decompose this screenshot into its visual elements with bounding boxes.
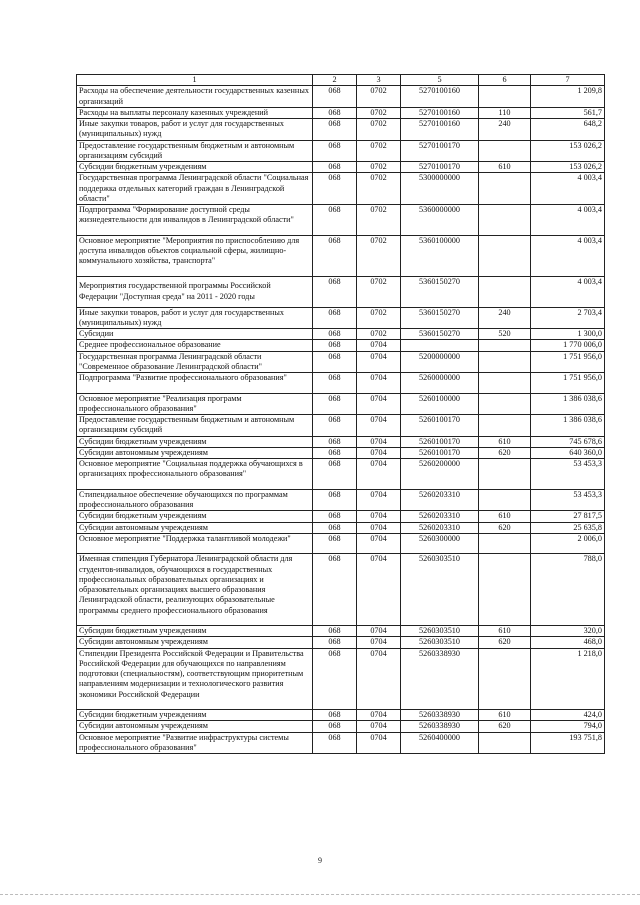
cell-admin-code: 068 (313, 393, 357, 415)
cell-admin-code: 068 (313, 373, 357, 394)
cell-amount: 640 360,0 (531, 447, 605, 458)
cell-amount: 1 386 038,6 (531, 415, 605, 437)
cell-target-article: 5360150270 (401, 276, 479, 307)
table-row (77, 489, 605, 511)
cell-target-article: 5260100170 (401, 436, 479, 447)
cell-amount: 153 026,2 (531, 162, 605, 173)
table-row (77, 340, 605, 351)
cell-section-code: 0702 (357, 119, 401, 141)
cell-amount: 27 817,5 (531, 511, 605, 522)
cell-name: Субсидии бюджетным учреждениям (77, 162, 313, 173)
table-row (77, 436, 605, 447)
cell-expense-type: 610 (479, 626, 531, 637)
cell-section-code: 0704 (357, 511, 401, 522)
cell-section-code: 0704 (357, 393, 401, 415)
cell-target-article: 5360150270 (401, 329, 479, 340)
cell-section-code: 0704 (357, 626, 401, 637)
cell-expense-type: 610 (479, 436, 531, 447)
cell-name: Основное мероприятие "Реализация программ профессионального образования" (77, 393, 313, 415)
cell-section-code: 0704 (357, 447, 401, 458)
table-row (77, 533, 605, 554)
cell-expense-type: 620 (479, 447, 531, 458)
cell-target-article: 5260200000 (401, 459, 479, 490)
cell-admin-code: 068 (313, 721, 357, 732)
cell-name: Субсидии (77, 329, 313, 340)
cell-amount: 153 026,2 (531, 140, 605, 162)
cell-section-code: 0704 (357, 340, 401, 351)
cell-admin-code: 068 (313, 489, 357, 511)
cell-expense-type (479, 86, 531, 108)
cell-name: Мероприятия государственной программы Российской Федерации "Доступная среда" на 2011 - 2020 годы (77, 276, 313, 307)
cell-name: Предоставление государственным бюджетным и автономным организациям субсидий (77, 415, 313, 437)
budget-table (76, 74, 605, 754)
cell-name: Стипендии Президента Российской Федерации и Правительства Российской Федерации для обучающихся по направлениям подготовки (специальностям), соответствующим приоритетным направлениям модернизации и технологического развития экономики Российской Федерации (77, 648, 313, 710)
table-row (77, 511, 605, 522)
table-row (77, 329, 605, 340)
table-row (77, 415, 605, 437)
cell-admin-code: 068 (313, 459, 357, 490)
cell-section-code: 0704 (357, 415, 401, 437)
table-row (77, 162, 605, 173)
table-row (77, 173, 605, 205)
cell-expense-type: 240 (479, 307, 531, 329)
cell-section-code: 0702 (357, 107, 401, 118)
cell-target-article: 5260203310 (401, 511, 479, 522)
cell-expense-type: 610 (479, 710, 531, 721)
cell-name: Государственная программа Ленинградской области "Современное образование Ленинградской области" (77, 351, 313, 373)
cell-section-code: 0704 (357, 533, 401, 554)
cell-section-code: 0704 (357, 351, 401, 373)
table-row (77, 637, 605, 648)
cell-expense-type: 240 (479, 119, 531, 141)
cell-amount: 4 003,4 (531, 205, 605, 236)
cell-amount: 745 678,6 (531, 436, 605, 447)
cell-expense-type (479, 489, 531, 511)
cell-amount: 1 751 956,0 (531, 373, 605, 394)
cell-admin-code: 068 (313, 533, 357, 554)
cell-section-code: 0704 (357, 710, 401, 721)
cell-admin-code: 068 (313, 415, 357, 437)
cell-name: Субсидии автономным учреждениям (77, 637, 313, 648)
cell-amount: 193 751,8 (531, 732, 605, 754)
col-header-1: 1 (77, 75, 313, 86)
cell-section-code: 0704 (357, 648, 401, 710)
cell-admin-code: 068 (313, 162, 357, 173)
table-row (77, 140, 605, 162)
cell-section-code: 0702 (357, 276, 401, 307)
cell-admin-code: 068 (313, 626, 357, 637)
cell-section-code: 0702 (357, 205, 401, 236)
cell-target-article: 5270100170 (401, 162, 479, 173)
cell-section-code: 0704 (357, 373, 401, 394)
cell-target-article: 5260338930 (401, 721, 479, 732)
cell-section-code: 0702 (357, 173, 401, 205)
cell-target-article: 5260338930 (401, 648, 479, 710)
cell-expense-type: 620 (479, 721, 531, 732)
cell-name: Именная стипендия Губернатора Ленинградской области для студентов-инвалидов, обучающихся в государственных профессиональных образовательных организациях и образовательных организациях высшего образования Ленинградской области, реализующих образовательные программы среднего профессионального образования (77, 554, 313, 626)
table-row (77, 235, 605, 276)
cell-target-article: 5270100160 (401, 107, 479, 118)
cell-target-article: 5270100160 (401, 119, 479, 141)
cell-target-article: 5260203310 (401, 489, 479, 511)
table-row (77, 205, 605, 236)
cell-expense-type (479, 533, 531, 554)
cell-admin-code: 068 (313, 119, 357, 141)
cell-expense-type (479, 173, 531, 205)
cell-amount: 1 751 956,0 (531, 351, 605, 373)
cell-name: Субсидии бюджетным учреждениям (77, 436, 313, 447)
cell-section-code: 0702 (357, 329, 401, 340)
cell-admin-code: 068 (313, 276, 357, 307)
cell-amount: 4 003,4 (531, 235, 605, 276)
cell-expense-type: 610 (479, 511, 531, 522)
col-header-7: 7 (531, 75, 605, 86)
cell-target-article: 5260300000 (401, 533, 479, 554)
cell-name: Субсидии автономным учреждениям (77, 721, 313, 732)
cell-section-code: 0702 (357, 162, 401, 173)
table-row (77, 522, 605, 533)
table-row (77, 459, 605, 490)
cell-name: Субсидии автономным учреждениям (77, 447, 313, 458)
cell-target-article: 5260338930 (401, 710, 479, 721)
cell-amount: 1 300,0 (531, 329, 605, 340)
cell-amount: 320,0 (531, 626, 605, 637)
table-row (77, 107, 605, 118)
cell-amount: 788,0 (531, 554, 605, 626)
cell-admin-code: 068 (313, 307, 357, 329)
cell-expense-type (479, 205, 531, 236)
cell-target-article: 5270100170 (401, 140, 479, 162)
cell-target-article: 5260100000 (401, 393, 479, 415)
cell-admin-code: 068 (313, 648, 357, 710)
table-body (77, 86, 605, 754)
cell-amount: 1 218,0 (531, 648, 605, 710)
cell-target-article: 5260400000 (401, 732, 479, 754)
cell-amount: 2 006,0 (531, 533, 605, 554)
table-row (77, 554, 605, 626)
cell-admin-code: 068 (313, 447, 357, 458)
col-header-5: 5 (401, 75, 479, 86)
cell-amount: 25 635,8 (531, 522, 605, 533)
cell-expense-type: 110 (479, 107, 531, 118)
cell-name: Подпрограмма "Формирование доступной среды жизнедеятельности для инвалидов в Ленинградской области" (77, 205, 313, 236)
cell-amount: 561,7 (531, 107, 605, 118)
cell-admin-code: 068 (313, 710, 357, 721)
cell-name: Расходы на обеспечение деятельности государственных казенных организаций (77, 86, 313, 108)
cell-section-code: 0702 (357, 86, 401, 108)
cell-expense-type (479, 340, 531, 351)
cell-amount: 4 003,4 (531, 276, 605, 307)
cell-amount: 424,0 (531, 710, 605, 721)
cell-expense-type: 610 (479, 162, 531, 173)
cell-amount: 468,0 (531, 637, 605, 648)
table-row (77, 447, 605, 458)
cell-name: Стипендиальное обеспечение обучающихся по программам профессионального образования (77, 489, 313, 511)
col-header-2: 2 (313, 75, 357, 86)
cell-section-code: 0704 (357, 436, 401, 447)
cell-amount: 4 003,4 (531, 173, 605, 205)
cell-name: Иные закупки товаров, работ и услуг для государственных (муниципальных) нужд (77, 119, 313, 141)
cell-target-article: 5360150270 (401, 307, 479, 329)
cell-target-article: 5260100170 (401, 447, 479, 458)
table-row (77, 307, 605, 329)
cell-amount: 794,0 (531, 721, 605, 732)
cell-admin-code: 068 (313, 107, 357, 118)
table-row (77, 648, 605, 710)
cell-expense-type (479, 415, 531, 437)
cell-expense-type (479, 732, 531, 754)
cell-name: Среднее профессиональное образование (77, 340, 313, 351)
table-row (77, 626, 605, 637)
cell-target-article: 5260303510 (401, 554, 479, 626)
cell-target-article: 5260203310 (401, 522, 479, 533)
cell-target-article: 5360100000 (401, 235, 479, 276)
cell-section-code: 0702 (357, 235, 401, 276)
cell-target-article: 5260303510 (401, 637, 479, 648)
page-number: 9 (318, 856, 322, 865)
cell-section-code: 0704 (357, 732, 401, 754)
cell-admin-code: 068 (313, 511, 357, 522)
cell-amount: 53 453,3 (531, 489, 605, 511)
cell-target-article: 5300000000 (401, 173, 479, 205)
cell-admin-code: 068 (313, 173, 357, 205)
cell-amount: 1 209,8 (531, 86, 605, 108)
footer-divider (0, 894, 640, 895)
cell-admin-code: 068 (313, 235, 357, 276)
col-header-3: 3 (357, 75, 401, 86)
cell-section-code: 0704 (357, 489, 401, 511)
cell-amount: 2 703,4 (531, 307, 605, 329)
cell-admin-code: 068 (313, 732, 357, 754)
cell-target-article: 5270100160 (401, 86, 479, 108)
table-row (77, 721, 605, 732)
cell-expense-type: 620 (479, 522, 531, 533)
cell-admin-code: 068 (313, 329, 357, 340)
cell-name: Государственная программа Ленинградской области "Социальная поддержка отдельных категорий граждан в Ленинградской области" (77, 173, 313, 205)
table-row (77, 373, 605, 394)
cell-section-code: 0702 (357, 307, 401, 329)
cell-name: Расходы на выплаты персоналу казенных учреждений (77, 107, 313, 118)
cell-admin-code: 068 (313, 351, 357, 373)
cell-expense-type: 620 (479, 637, 531, 648)
cell-expense-type (479, 140, 531, 162)
table-row (77, 86, 605, 108)
cell-target-article: 5260100170 (401, 415, 479, 437)
table-row (77, 710, 605, 721)
cell-target-article: 5360000000 (401, 205, 479, 236)
cell-amount: 1 386 038,6 (531, 393, 605, 415)
cell-admin-code: 068 (313, 140, 357, 162)
cell-expense-type (479, 648, 531, 710)
cell-admin-code: 068 (313, 340, 357, 351)
cell-admin-code: 068 (313, 86, 357, 108)
cell-name: Предоставление государственным бюджетным и автономным организациям субсидий (77, 140, 313, 162)
cell-name: Субсидии бюджетным учреждениям (77, 511, 313, 522)
cell-name: Подпрограмма "Развитие профессионального образования" (77, 373, 313, 394)
cell-target-article: 5260000000 (401, 373, 479, 394)
cell-amount: 1 770 006,0 (531, 340, 605, 351)
cell-expense-type (479, 393, 531, 415)
cell-section-code: 0702 (357, 140, 401, 162)
cell-amount: 53 453,3 (531, 459, 605, 490)
cell-admin-code: 068 (313, 436, 357, 447)
table-header-row (77, 75, 605, 86)
cell-expense-type (479, 459, 531, 490)
cell-target-article: 5260303510 (401, 626, 479, 637)
cell-expense-type (479, 373, 531, 394)
cell-name: Субсидии бюджетным учреждениям (77, 626, 313, 637)
cell-expense-type (479, 276, 531, 307)
cell-admin-code: 068 (313, 637, 357, 648)
table-row (77, 393, 605, 415)
cell-expense-type (479, 351, 531, 373)
cell-expense-type (479, 554, 531, 626)
cell-name: Основное мероприятие "Мероприятия по приспособлению для доступа инвалидов объектов социальной сферы, жилищно-коммунального хозяйства, транспорта" (77, 235, 313, 276)
cell-target-article (401, 340, 479, 351)
cell-section-code: 0704 (357, 637, 401, 648)
cell-name: Субсидии автономным учреждениям (77, 522, 313, 533)
table-row (77, 351, 605, 373)
cell-name: Субсидии бюджетным учреждениям (77, 710, 313, 721)
cell-section-code: 0704 (357, 459, 401, 490)
cell-name: Основное мероприятие "Развитие инфраструктуры системы профессионального образования" (77, 732, 313, 754)
table-row (77, 119, 605, 141)
cell-admin-code: 068 (313, 522, 357, 533)
cell-admin-code: 068 (313, 554, 357, 626)
cell-section-code: 0704 (357, 554, 401, 626)
cell-expense-type: 520 (479, 329, 531, 340)
cell-section-code: 0704 (357, 522, 401, 533)
col-header-6: 6 (479, 75, 531, 86)
cell-name: Основное мероприятие "Поддержка талантливой молодежи" (77, 533, 313, 554)
cell-name: Основное мероприятие "Социальная поддержка обучающихся в организациях профессионального образования" (77, 459, 313, 490)
cell-name: Иные закупки товаров, работ и услуг для государственных (муниципальных) нужд (77, 307, 313, 329)
cell-amount: 648,2 (531, 119, 605, 141)
cell-section-code: 0704 (357, 721, 401, 732)
cell-expense-type (479, 235, 531, 276)
cell-admin-code: 068 (313, 205, 357, 236)
table-row (77, 732, 605, 754)
cell-target-article: 5200000000 (401, 351, 479, 373)
table-row (77, 276, 605, 307)
